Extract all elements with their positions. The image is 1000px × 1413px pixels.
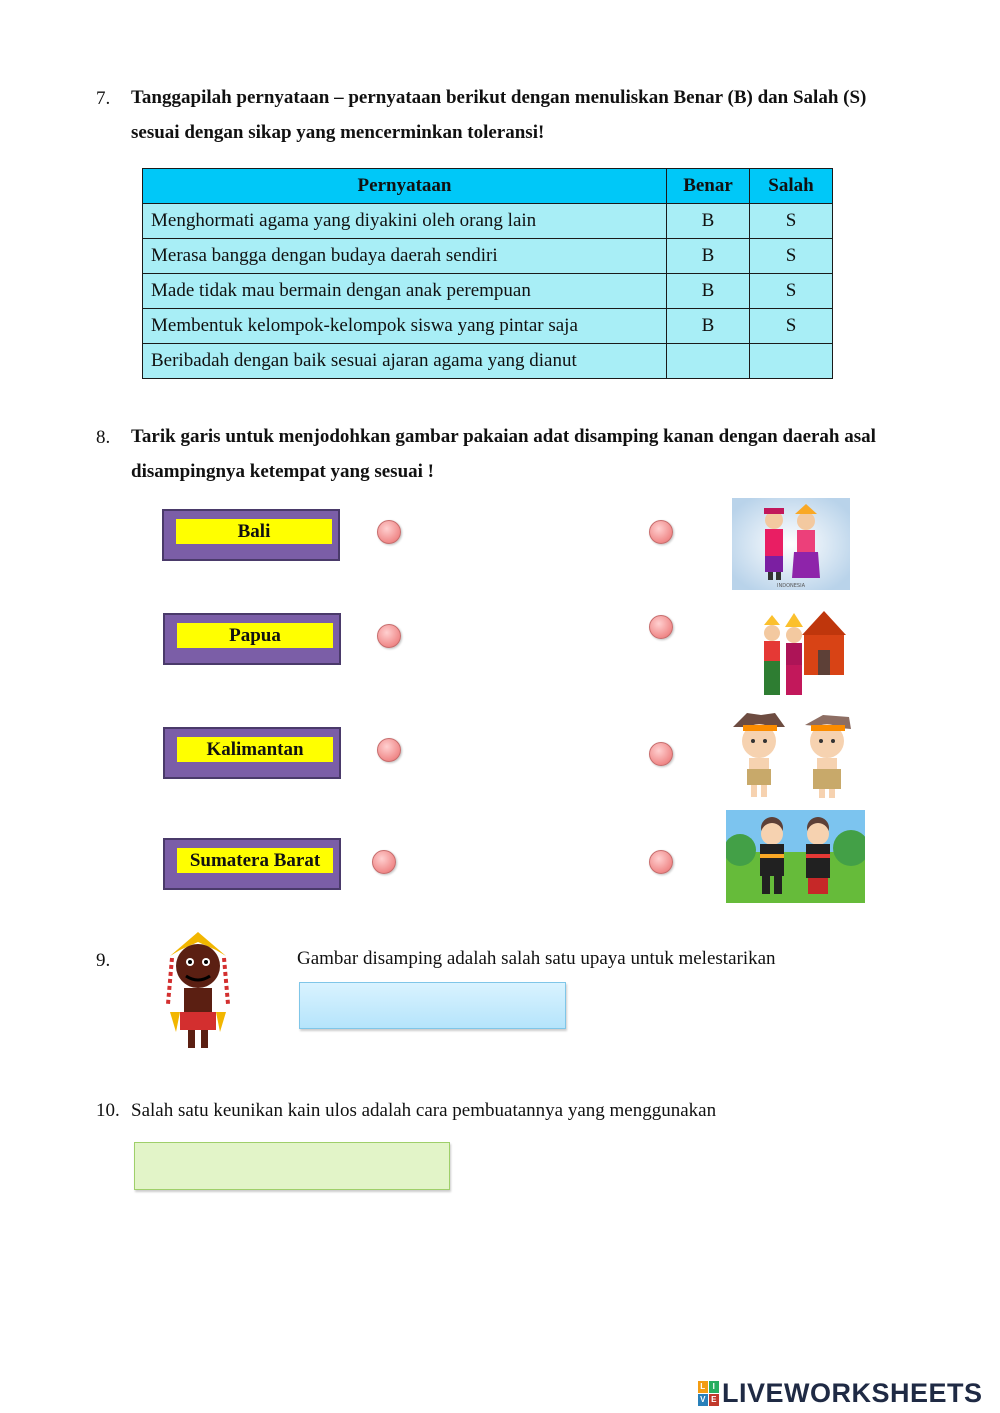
dancer-image [156, 928, 240, 1054]
statement-text: Menghormati agama yang diyakini oleh orang lain [143, 204, 667, 239]
question-10-number: 10. [96, 1100, 120, 1121]
question-10-text: Salah satu keunikan kain ulos adalah cara pembuatannya yang menggunakan [131, 1100, 717, 1121]
question-8-text [131, 419, 961, 489]
match-dot-left-3[interactable] [377, 738, 401, 762]
benar-option[interactable]: B [667, 204, 750, 239]
salah-option[interactable] [750, 344, 833, 379]
match-dot-left-2[interactable] [377, 624, 401, 648]
costume-image-1 [732, 498, 850, 590]
header-pernyataan: Pernyataan [143, 169, 667, 204]
statement-text: Membentuk kelompok-kelompok siswa yang pintar saja [143, 309, 667, 344]
answer-input-q9[interactable] [299, 982, 566, 1029]
region-label: Papua [177, 623, 333, 648]
question-8-line-1: Tarik garis untuk menjodohkan gambar pakaian adat disamping kanan dengan daerah asal [131, 426, 876, 447]
salah-option[interactable]: S [750, 239, 833, 274]
question-7-line-2: sesuai dengan sikap yang mencerminkan toleransi! [131, 122, 545, 143]
benar-option[interactable]: B [667, 239, 750, 274]
question-9-number: 9. [96, 950, 111, 971]
answer-input-q10[interactable] [134, 1142, 450, 1190]
region-label: Bali [176, 519, 332, 544]
benar-option[interactable]: B [667, 309, 750, 344]
table-row [143, 274, 833, 309]
benar-option[interactable]: B [667, 274, 750, 309]
match-dot-right-4[interactable] [649, 850, 673, 874]
match-dot-right-2[interactable] [649, 615, 673, 639]
salah-option[interactable]: S [750, 204, 833, 239]
costume-image-2 [752, 605, 852, 705]
statement-text: Merasa bangga dengan budaya daerah sendiri [143, 239, 667, 274]
question-7-number: 7. [96, 88, 111, 109]
table-row [143, 309, 833, 344]
table-row [143, 204, 833, 239]
region-label: Sumatera Barat [177, 848, 333, 873]
question-9-text: Gambar disamping adalah salah satu upaya untuk melestarikan [297, 948, 776, 969]
region-card-sumatera-barat[interactable] [163, 838, 341, 890]
costume-image-4 [726, 810, 865, 903]
region-label: Kalimantan [177, 737, 333, 762]
salah-option[interactable]: S [750, 274, 833, 309]
question-8-line-2: disampingnya ketempat yang sesuai ! [131, 461, 434, 482]
question-8-number: 8. [96, 427, 111, 448]
liveworksheets-logo [698, 1378, 983, 1408]
liveworksheets-logo-icon: L I V E [698, 1381, 719, 1406]
match-dot-left-4[interactable] [372, 850, 396, 874]
match-dot-right-1[interactable] [649, 520, 673, 544]
question-7-text [131, 80, 961, 150]
statement-text: Beribadah dengan baik sesuai ajaran agama yang dianut [143, 344, 667, 379]
question-7-line-1: Tanggapilah pernyataan – pernyataan berikut dengan menuliskan Benar (B) dan Salah (S) [131, 87, 867, 108]
match-dot-left-1[interactable] [377, 520, 401, 544]
table-row [143, 344, 833, 379]
region-card-papua[interactable] [163, 613, 341, 665]
benar-option[interactable] [667, 344, 750, 379]
table-header-row [143, 169, 833, 204]
header-benar: Benar [667, 169, 750, 204]
statement-text: Made tidak mau bermain dengan anak perempuan [143, 274, 667, 309]
region-card-kalimantan[interactable] [163, 727, 341, 779]
salah-option[interactable]: S [750, 309, 833, 344]
header-salah: Salah [750, 169, 833, 204]
table-row [143, 239, 833, 274]
region-card-bali[interactable] [162, 509, 340, 561]
match-dot-right-3[interactable] [649, 742, 673, 766]
brand-name: LIVEWORKSHEETS [722, 1377, 983, 1408]
costume-image-3 [727, 711, 859, 801]
statement-table [142, 168, 833, 379]
costume-image-1-caption: INDONESIA [777, 583, 805, 589]
